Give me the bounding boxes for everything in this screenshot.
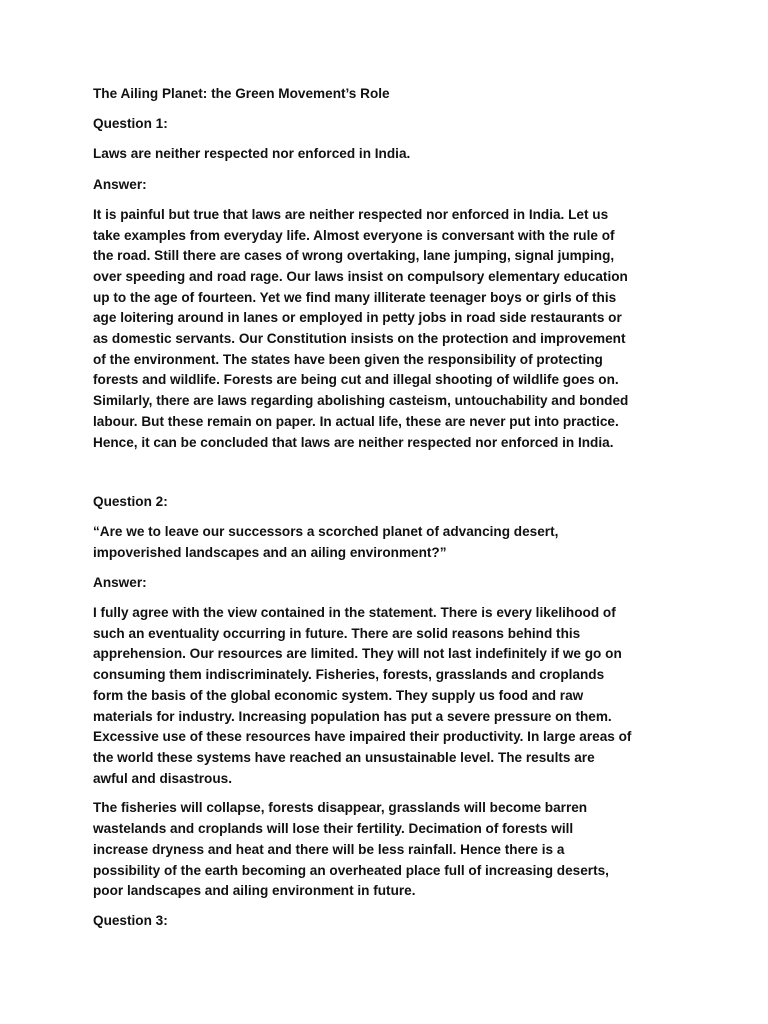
text-line: of the environment. The states have been given the responsibility of protecting — [93, 351, 603, 367]
question-3-label: Question 3: — [93, 913, 168, 929]
text-line: awful and disastrous. — [93, 770, 232, 786]
text-line: as domestic servants. Our Constitution insists on the protection and improvement — [93, 331, 626, 347]
text-line: apprehension. Our resources are limited. They will not last indefinitely if we go on — [93, 646, 622, 662]
answer-2-paragraph-1 — [93, 603, 678, 789]
blank-line — [93, 463, 678, 492]
text-line: form the basis of the global economic system. They supply us food and raw — [93, 687, 584, 703]
text-line: “Are we to leave our successors a scorched planet of advancing desert, — [93, 523, 559, 539]
text-line: Hence, it can be concluded that laws are neither respected nor enforced in India. — [93, 434, 614, 450]
text-line: I fully agree with the view contained in the statement. There is every likelihood of — [93, 605, 616, 621]
text-line: consuming them indiscriminately. Fisheries, forests, grasslands and croplands — [93, 667, 605, 683]
text-line: increase dryness and heat and there will be less rainfall. Hence there is a — [93, 841, 565, 857]
answer-2-label: Answer: — [93, 574, 147, 590]
text-line: up to the age of fourteen. Yet we find many illiterate teenager boys or girls of this — [93, 289, 617, 305]
text-line: age loitering around in lanes or employed in petty jobs in road side restaurants or — [93, 310, 622, 326]
document-title: The Ailing Planet: the Green Movement’s Role — [93, 86, 390, 101]
question-2-label: Question 2: — [93, 493, 168, 509]
text-line: materials for industry. Increasing population has put a severe pressure on them. — [93, 708, 612, 724]
text-line: forests and wildlife. Forests are being cut and illegal shooting of wildlife goes on. — [93, 372, 619, 388]
text-line: wastelands and croplands will lose their fertility. Decimation of forests will — [93, 821, 574, 837]
text-line: It is painful but true that laws are neither respected nor enforced in India. Let us — [93, 206, 609, 222]
document-page — [93, 84, 678, 942]
text-line: the world these systems have reached an unsustainable level. The results are — [93, 749, 595, 765]
text-line: poor landscapes and ailing environment in future. — [93, 883, 416, 899]
text-line: Excessive use of these resources have impaired their productivity. In large areas of — [93, 729, 632, 745]
text-line: possibility of the earth becoming an overheated place full of increasing deserts, — [93, 862, 609, 878]
text-line: such an eventuality occurring in future. There are solid reasons behind this — [93, 625, 581, 641]
text-line: The fisheries will collapse, forests disappear, grasslands will become barren — [93, 800, 588, 816]
text-line: take examples from everyday life. Almost everyone is conversant with the rule of — [93, 227, 615, 243]
question-1-label: Question 1: — [93, 116, 168, 132]
text-line: labour. But these remain on paper. In actual life, these are never put into practice. — [93, 413, 619, 429]
question-1-text: Laws are neither respected nor enforced in India. — [93, 146, 411, 162]
answer-2-paragraph-2 — [93, 798, 678, 902]
text-line: the road. Still there are cases of wrong overtaking, lane jumping, signal jumping, — [93, 248, 615, 264]
question-2-text — [93, 522, 678, 563]
answer-1-paragraph — [93, 205, 678, 453]
answer-1-label: Answer: — [93, 176, 147, 192]
text-line: Similarly, there are laws regarding abolishing casteism, untouchability and bonded — [93, 393, 629, 409]
text-line: impoverished landscapes and an ailing environment?” — [93, 544, 447, 560]
text-line: over speeding and road rage. Our laws insist on compulsory elementary education — [93, 268, 628, 284]
